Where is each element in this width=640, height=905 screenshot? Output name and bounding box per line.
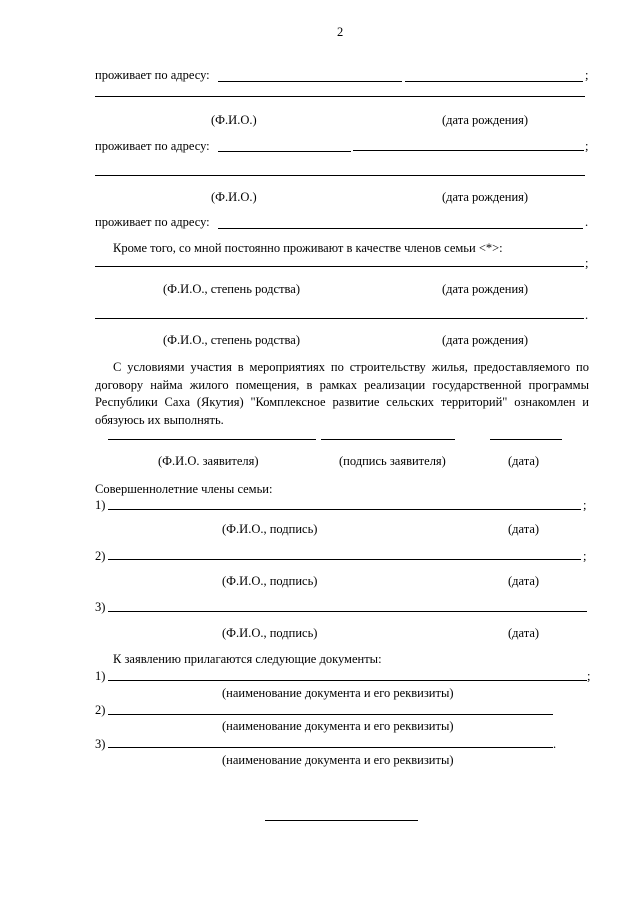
document-field-2[interactable] — [108, 714, 553, 715]
fio-caption-1: (Ф.И.О.) — [211, 113, 257, 127]
fio-signature-caption-3: (Ф.И.О., подпись) — [222, 626, 318, 640]
fio-relation-caption-2: (Ф.И.О., степень родства) — [163, 333, 300, 347]
adult-member-number-3: 3) — [95, 600, 106, 614]
birth-date-caption-2: (дата рождения) — [442, 190, 529, 204]
period-5: . — [585, 308, 589, 322]
birth-date-caption-3: (дата рождения) — [442, 282, 529, 296]
semicolon-8: ; — [587, 669, 591, 683]
residence-label-1: проживает по адресу: — [95, 68, 210, 82]
document-number-2: 2) — [95, 703, 106, 717]
document-field-3[interactable] — [108, 747, 553, 748]
adult-member-number-2: 2) — [95, 549, 106, 563]
documents-header: К заявлению прилагаются следующие документы: — [113, 652, 382, 666]
document-caption-3: (наименование документа и его реквизиты) — [222, 753, 454, 767]
residence-field-2a[interactable] — [218, 151, 351, 152]
residence-field-1c[interactable] — [95, 96, 585, 97]
applicant-signature-caption: (подпись заявителя) — [339, 454, 446, 468]
adult-member-field-3[interactable] — [108, 611, 587, 612]
semicolon-6: ; — [583, 498, 587, 512]
birth-date-caption-4: (дата рождения) — [442, 333, 529, 347]
applicant-fio-caption: (Ф.И.О. заявителя) — [158, 454, 259, 468]
family-member-field-2[interactable] — [95, 318, 584, 319]
date-caption-3: (дата) — [508, 626, 540, 640]
date-caption-2: (дата) — [508, 574, 540, 588]
adult-member-number-1: 1) — [95, 498, 106, 512]
adult-member-field-2[interactable] — [108, 559, 581, 560]
page-number: 2 — [337, 25, 344, 39]
applicant-date-field[interactable] — [490, 439, 562, 440]
semicolon-7: ; — [583, 549, 587, 563]
residence-field-3[interactable] — [218, 228, 583, 229]
period-9: . — [553, 737, 557, 751]
footer-separator — [265, 820, 418, 821]
conditions-text: С условиями участия в мероприятиях по строительству жилья, предоставляемого по договору найма жилого помещения, в рамках реализации государственной программы Республики Саха (Якутия) "Комплексное развитие сельских территорий" ознакомлен и обязуюсь их выполнять. — [95, 360, 589, 427]
family-member-field-1[interactable] — [95, 266, 584, 267]
residence-field-2b[interactable] — [353, 150, 584, 151]
semicolon-2: ; — [585, 139, 589, 153]
date-caption-1: (дата) — [508, 522, 540, 536]
residence-field-2c[interactable] — [95, 175, 585, 176]
document-number-1: 1) — [95, 669, 106, 683]
document-caption-1: (наименование документа и его реквизиты) — [222, 686, 454, 700]
semicolon-4: ; — [585, 256, 589, 270]
birth-date-caption-1: (дата рождения) — [442, 113, 529, 127]
residence-field-1a[interactable] — [218, 81, 402, 82]
fio-signature-caption-1: (Ф.И.О., подпись) — [222, 522, 318, 536]
document-number-3: 3) — [95, 737, 106, 751]
applicant-date-caption: (дата) — [508, 454, 540, 468]
residence-label-3: проживает по адресу: — [95, 215, 210, 229]
residence-label-2: проживает по адресу: — [95, 139, 210, 153]
applicant-fio-field[interactable] — [108, 439, 316, 440]
adult-member-field-1[interactable] — [108, 509, 581, 510]
fio-relation-caption-1: (Ф.И.О., степень родства) — [163, 282, 300, 296]
applicant-signature-field[interactable] — [321, 439, 455, 440]
fio-caption-2: (Ф.И.О.) — [211, 190, 257, 204]
conditions-paragraph — [95, 359, 589, 429]
adult-members-header: Совершеннолетние члены семьи: — [95, 482, 273, 496]
fio-signature-caption-2: (Ф.И.О., подпись) — [222, 574, 318, 588]
document-caption-2: (наименование документа и его реквизиты) — [222, 719, 454, 733]
family-intro: Кроме того, со мной постоянно проживают в качестве членов семьи <*>: — [113, 241, 503, 255]
semicolon-1: ; — [585, 68, 589, 82]
residence-field-1b[interactable] — [405, 81, 583, 82]
document-field-1[interactable] — [108, 680, 587, 681]
period-3: . — [585, 215, 589, 229]
